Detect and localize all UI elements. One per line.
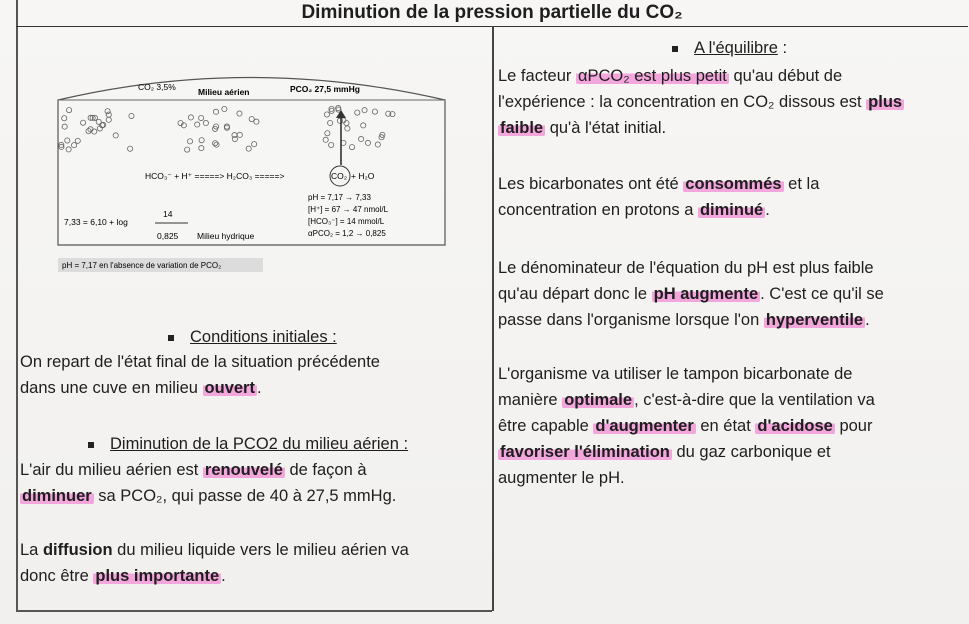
diffusion-line-1 [20, 538, 409, 562]
cuve-diagram [50, 40, 470, 280]
text: passe dans l'organisme lorsque l'on [498, 311, 764, 329]
right-p2-line-1 [498, 172, 819, 196]
right-p4-line-2 [498, 388, 875, 412]
highlight-renouvele: renouvelé [204, 461, 283, 479]
right-p4-line-3 [498, 414, 872, 438]
text: : [777, 39, 788, 57]
text: . C'est ce qu'il se [760, 285, 884, 303]
highlight-optimale: optimale [564, 391, 633, 409]
text: . [256, 379, 262, 397]
text: de façon à [284, 461, 367, 479]
bullet-icon [168, 335, 174, 341]
pco2-heading-row [88, 432, 408, 456]
text: . [221, 567, 226, 585]
conditions-heading-row [168, 325, 337, 349]
liquid-label: Milieu hydrique [197, 231, 255, 241]
pco2-value: PCO₂ 27,5 mmHg [290, 84, 360, 94]
highlight-ouvert: ouvert [204, 379, 255, 397]
conditions-line-2 [20, 376, 262, 400]
bullet-icon [672, 46, 678, 52]
co2-percent: CO₂ 3,5% [138, 82, 176, 92]
text: sa PCO₂, qui passe de 40 à 27,5 mmHg. [93, 487, 397, 505]
reaction-left: HCO₃⁻ + H⁺ =====> H₂CO₃ =====> [145, 171, 285, 181]
column-divider [492, 26, 494, 611]
ph-change: pH = 7,17 → 7,33 [308, 193, 371, 202]
right-p4-line-1: L'organisme va utiliser le tampon bicarbonate de [498, 365, 853, 383]
highlight-hyperventile: hyperventile [765, 311, 864, 329]
diagram-caption: pH = 7,17 en l'absence de variation de PCO₂ [62, 261, 222, 270]
bold-diffusion: diffusion [42, 541, 113, 559]
text: l'expérience : la concentration en CO₂ dissous est [498, 93, 867, 111]
highlight-diminue: diminué [699, 201, 764, 219]
right-p3-line-1: Le dénominateur de l'équation du pH est plus faible [498, 259, 874, 277]
highlight-diminuer: diminuer [22, 487, 92, 505]
pco2-heading: Diminution de la PCO2 du milieu aérien : [110, 435, 409, 453]
highlight-acidose: d'acidose [757, 417, 833, 435]
conditions-line-1: On repart de l'état final de la situation précédente [20, 353, 380, 371]
equilibre-heading: A l'équilibre [694, 39, 778, 57]
page-title: Diminution de la pression partielle du CO₂ [16, 0, 968, 27]
reaction-co2: CO₂ [331, 171, 348, 181]
right-p1-line-2 [498, 90, 904, 114]
bottom-border [16, 610, 492, 612]
bullet-icon [88, 442, 94, 448]
highlight-consommes: consommés [685, 175, 782, 193]
right-p4-line-5: augmenter le pH. [498, 469, 625, 487]
text: qu'au départ donc le [498, 285, 652, 303]
highlight-augmenter: d'augmenter [595, 417, 694, 435]
air-line-2 [20, 484, 396, 508]
text: , c'est-à-dire que la ventilation va [634, 391, 875, 409]
text: La [20, 541, 43, 559]
text: . [765, 201, 770, 219]
text: pour [834, 417, 873, 435]
left-border [16, 0, 18, 611]
text: manière [498, 391, 563, 409]
text: . [865, 311, 870, 329]
highlight-ph-augmente: pH augmente [653, 285, 759, 303]
text: Les bicarbonates ont été [498, 175, 684, 193]
text: qu'au début de [728, 67, 843, 85]
text: qu'à l'état initial. [545, 119, 667, 137]
right-p2-line-2 [498, 198, 770, 222]
right-p1-line-1 [498, 64, 842, 88]
text: du milieu liquide vers le milieu aérien va [112, 541, 409, 559]
reaction-right: + H₂O [351, 171, 375, 181]
right-p3-line-3 [498, 308, 870, 332]
equation-denominator: 0,825 [157, 231, 179, 241]
right-p1-line-3 [498, 116, 666, 140]
highlight-plus-importante: plus importante [95, 567, 220, 585]
equation-left: 7,33 = 6,10 + log [64, 217, 128, 227]
right-p3-line-2 [498, 282, 884, 306]
apco2-change: αPCO₂ = 1,2 → 0,825 [308, 229, 386, 238]
text: donc être [20, 567, 94, 585]
text: Le facteur [498, 67, 576, 85]
equilibre-heading-row [672, 36, 787, 60]
text: du gaz carbonique et [671, 443, 831, 461]
right-p4-line-4 [498, 440, 831, 464]
hco3-concentration: [HCO₃⁻] = 14 mmol/L [308, 217, 385, 226]
text: en état [695, 417, 756, 435]
text: être capable [498, 417, 594, 435]
highlight-plus: plus [868, 93, 903, 111]
highlight-apco2: αPCO₂ est plus petit [577, 67, 727, 85]
highlight-faible: faible [500, 119, 544, 137]
text: et la [783, 175, 820, 193]
diffusion-line-2 [20, 564, 226, 588]
text: L'air du milieu aérien est [20, 461, 203, 479]
air-label: Milieu aérien [198, 87, 250, 97]
highlight-favoriser: favoriser l'élimination [500, 443, 670, 461]
conditions-heading: Conditions initiales : [190, 328, 337, 346]
text: dans une cuve en milieu [20, 379, 203, 397]
text: concentration en protons a [498, 201, 698, 219]
h-concentration: [H⁺] = 67 → 47 nmol/L [308, 205, 389, 214]
air-line-1 [20, 458, 367, 482]
equation-numerator: 14 [163, 209, 173, 219]
